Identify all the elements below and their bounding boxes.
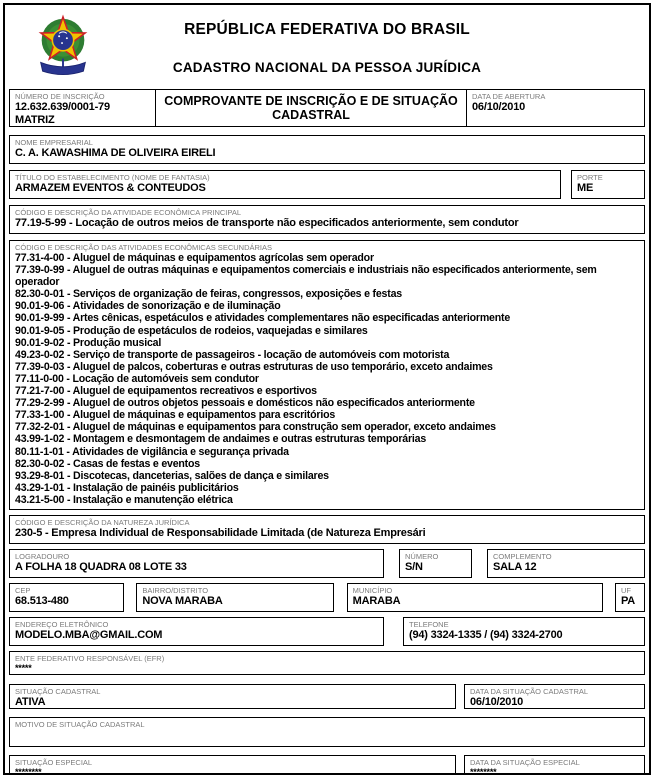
field-numero xyxy=(399,549,472,578)
email-value: MODELO.MBA@GMAIL.COM xyxy=(15,628,163,641)
secondary-activity-item: 77.11-0-00 - Locação de automóveis sem condutor xyxy=(15,372,259,385)
efr-label: ENTE FEDERATIVO RESPONSÁVEL (EFR) xyxy=(15,653,165,663)
secondary-activity-item: 77.31-4-00 - Aluguel de máquinas e equipamentos agrícolas sem operador xyxy=(15,252,374,264)
complemento-value: SALA 12 xyxy=(493,560,537,573)
field-situacao-especial xyxy=(9,755,456,775)
secondary-activity-item: 77.21-7-00 - Aluguel de equipamentos recreativos e esportivos xyxy=(15,385,317,398)
nome-empresarial-value: C. A. KAWASHIMA DE OLIVEIRA EIRELI xyxy=(15,147,216,159)
situacao-especial-row xyxy=(9,755,645,775)
secondary-activity-item: 90.01-9-05 - Produção de espetáculos de rodeios, vaquejadas e similares xyxy=(15,324,368,337)
logradouro-label: LOGRADOURO xyxy=(15,551,70,561)
secondary-activity-item: 90.01-9-99 - Artes cênicas, espetáculos e atividades complementares não especificadas anteriormente xyxy=(15,312,511,325)
field-bairro xyxy=(136,583,334,612)
field-atividades-secundarias xyxy=(9,240,645,510)
motivo-situacao-label: MOTIVO DE SITUAÇÃO CADASTRAL xyxy=(15,719,145,729)
header-titles xyxy=(9,7,645,75)
field-motivo-situacao xyxy=(9,717,645,747)
situacao-row xyxy=(9,684,645,709)
field-data-abertura xyxy=(466,89,645,127)
secondary-activity-item: 93.29-8-01 - Discotecas, danceterias, salões de dança e similares xyxy=(15,469,329,482)
situacao-especial-value: ******** xyxy=(15,766,42,775)
numero-label: NÚMERO xyxy=(405,551,439,561)
document-title: COMPROVANTE DE INSCRIÇÃO E DE SITUAÇÃO CADASTRAL xyxy=(155,89,467,127)
situacao-especial-label: SITUAÇÃO ESPECIAL xyxy=(15,757,93,767)
field-efr xyxy=(9,651,645,675)
field-numero-inscricao xyxy=(9,89,156,127)
uf-value: PA xyxy=(620,594,636,607)
nome-fantasia-label: TÍTULO DO ESTABELECIMENTO (NOME DE FANTASIA) xyxy=(15,173,210,182)
numero-value: S/N xyxy=(405,560,423,573)
nome-fantasia-value: ARMAZEM EVENTOS & CONTEUDOS xyxy=(15,182,206,194)
secondary-activity-item: 43.99-1-02 - Montagem e desmontagem de andaimes e outras estruturas temporárias xyxy=(15,433,427,446)
nome-empresarial-label: NOME EMPRESARIAL xyxy=(15,138,93,147)
field-uf xyxy=(615,583,645,612)
natureza-juridica-label: CÓDIGO E DESCRIÇÃO DA NATUREZA JURÍDICA xyxy=(15,517,190,527)
field-municipio xyxy=(347,583,603,612)
secondary-activity-item: 77.33-1-00 - Aluguel de máquinas e equipamentos para escritórios xyxy=(15,409,336,422)
secondary-activity-item: 82.30-0-01 - Serviços de organização de feiras, congressos, exposições e festas xyxy=(15,288,402,301)
secondary-activity-item: 77.32-2-01 - Aluguel de máquinas e equipamentos para construção sem operador, exceto andaimes xyxy=(15,421,496,434)
fantasia-row xyxy=(9,170,645,199)
uf-label: UF xyxy=(620,585,631,595)
field-porte xyxy=(571,170,645,199)
complemento-label: COMPLEMENTO xyxy=(493,551,552,561)
secondary-activity-item: 90.01-9-06 - Atividades de sonorização e de iluminação xyxy=(15,300,281,313)
secondary-activity-item: 43.21-5-00 - Instalação e manutenção elétrica xyxy=(15,493,233,506)
field-email xyxy=(9,617,384,646)
data-situacao-cadastral-label: DATA DA SITUAÇÃO CADASTRAL xyxy=(470,686,589,696)
field-logradouro xyxy=(9,549,384,578)
secondary-activity-item: 82.30-0-02 - Casas de festas e eventos xyxy=(15,457,200,470)
field-complemento xyxy=(487,549,645,578)
data-situacao-especial-label: DATA DA SITUAÇÃO ESPECIAL xyxy=(470,757,580,767)
contact-row xyxy=(9,617,645,646)
atividades-secundarias-label: CÓDIGO E DESCRIÇÃO DAS ATIVIDADES ECONÔMICAS SECUNDÁRIAS xyxy=(15,243,272,252)
field-natureza-juridica xyxy=(9,515,645,544)
municipio-value: MARABA xyxy=(352,594,401,607)
email-label: ENDEREÇO ELETRÔNICO xyxy=(15,619,109,629)
situacao-cadastral-label: SITUAÇÃO CADASTRAL xyxy=(15,686,101,696)
secondary-activity-item: 43.29-1-01 - Instalação de painéis publicitários xyxy=(15,481,239,494)
situacao-cadastral-value: ATIVA xyxy=(15,695,46,708)
data-abertura-value: 06/10/2010 xyxy=(472,101,526,113)
field-nome-fantasia xyxy=(9,170,561,199)
natureza-juridica-value: 230-5 - Empresa Individual de Responsabilidade Limitada (de Natureza Empresári xyxy=(15,526,426,539)
secondary-activity-item: 90.01-9-02 - Produção musical xyxy=(15,336,162,349)
field-situacao-cadastral xyxy=(9,684,456,709)
republic-title: REPÚBLICA FEDERATIVA DO BRASIL xyxy=(184,21,470,38)
atividade-principal-value: 77.19-5-99 - Locação de outros meios de transporte não especificados anteriormente, sem condutor xyxy=(15,217,519,229)
logradouro-value: A FOLHA 18 QUADRA 08 LOTE 33 xyxy=(15,560,187,573)
secondary-activity-item: 77.39-0-99 - Aluguel de outras máquinas e equipamentos comerciais e industriais não especificados anteriormente, sem operador xyxy=(15,264,597,289)
field-cep xyxy=(9,583,124,612)
municipio-label: MUNICÍPIO xyxy=(352,585,393,595)
numero-inscricao-value: 12.632.639/0001-79 xyxy=(15,101,110,113)
matriz-indicator: MATRIZ xyxy=(15,114,55,126)
secondary-activity-item: 77.29-2-99 - Aluguel de outros objetos pessoais e domésticos não especificados anteriormente xyxy=(15,397,475,410)
data-situacao-cadastral-value: 06/10/2010 xyxy=(470,695,524,708)
numero-inscricao-label: NÚMERO DE INSCRIÇÃO xyxy=(15,92,105,101)
secondary-activity-item: 77.39-0-03 - Aluguel de palcos, coberturas e outras estruturas de uso temporário, exceto andaimes xyxy=(15,360,493,373)
porte-value: ME xyxy=(577,182,594,194)
atividade-principal-label: CÓDIGO E DESCRIÇÃO DA ATIVIDADE ECONÔMICA PRINCIPAL xyxy=(15,208,242,217)
brazil-coat-of-arms-icon xyxy=(29,13,97,82)
secondary-activity-item: 80.11-1-01 - Atividades de vigilância e segurança privada xyxy=(15,445,289,458)
field-telefone xyxy=(403,617,645,646)
data-situacao-especial-value: ******** xyxy=(470,766,497,775)
address-row-2 xyxy=(9,583,645,612)
data-abertura-label: DATA DE ABERTURA xyxy=(472,92,546,101)
bairro-value: NOVA MARABA xyxy=(142,594,223,607)
field-atividade-principal xyxy=(9,205,645,234)
address-row-1 xyxy=(9,549,645,578)
bairro-label: BAIRRO/DISTRITO xyxy=(142,585,209,595)
inscription-row xyxy=(9,89,645,127)
porte-label: PORTE xyxy=(577,173,603,182)
efr-value: ***** xyxy=(15,662,32,673)
telefone-value: (94) 3324-1335 / (94) 3324-2700 xyxy=(409,628,563,641)
document-header xyxy=(9,7,645,89)
telefone-label: TELEFONE xyxy=(409,619,449,629)
cep-value: 68.513-480 xyxy=(15,594,69,607)
field-data-situacao-especial xyxy=(464,755,645,775)
field-nome-empresarial xyxy=(9,135,645,164)
secondary-activity-item: 49.23-0-02 - Serviço de transporte de passageiros - locação de automóveis com motorista xyxy=(15,348,450,361)
atividades-secundarias-list xyxy=(15,252,639,506)
cnpj-certificate-document xyxy=(3,3,651,775)
cnpj-registry-title: CADASTRO NACIONAL DA PESSOA JURÍDICA xyxy=(172,60,482,75)
field-data-situacao-cadastral xyxy=(464,684,645,709)
cep-label: CEP xyxy=(15,585,31,595)
